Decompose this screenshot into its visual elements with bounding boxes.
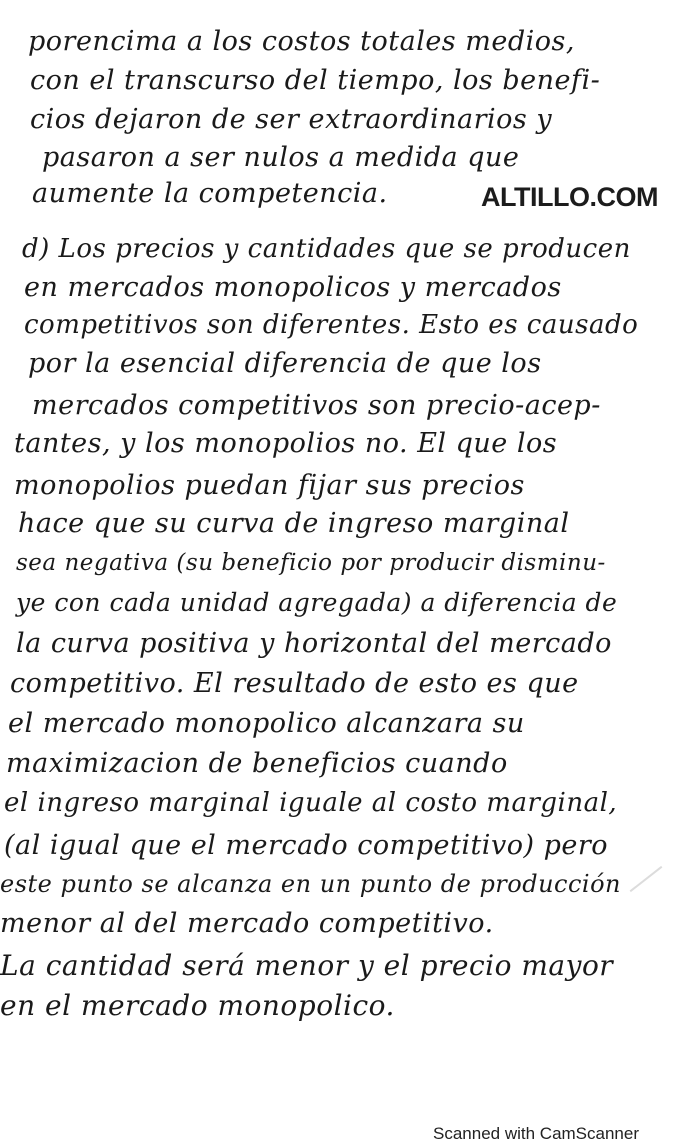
handwritten-line-15: ye con cada unidad agregada) a diferencia de (16, 588, 618, 617)
handwritten-line-7: en mercados monopolicos y mercados (24, 272, 562, 303)
handwritten-line-23: menor al del mercado competitivo. (0, 908, 494, 939)
handwritten-line-17: competitivo. El resultado de esto es que (10, 668, 579, 699)
pencil-stroke-mark (630, 866, 663, 892)
handwritten-line-4: pasaron a ser nulos a medida que (42, 142, 520, 173)
altillo-watermark: ALTILLO.COM (481, 182, 658, 212)
handwritten-line-21: (al igual que el mercado competitivo) pero (4, 830, 608, 861)
handwritten-line-3: cios dejaron de ser extraordinarios y (30, 104, 553, 135)
handwritten-line-12: monopolios puedan fijar sus precios (14, 470, 525, 501)
handwritten-line-14: sea negativa (su beneficio por producir disminu- (16, 550, 606, 576)
handwritten-line-22: este punto se alcanza en un punto de producción (0, 870, 622, 898)
handwritten-line-16: la curva positiva y horizontal del mercado (16, 628, 612, 659)
handwritten-line-25: en el mercado monopolico. (0, 989, 395, 1022)
handwritten-line-18: el mercado monopolico alcanzara su (8, 708, 525, 739)
handwritten-line-1: porencima a los costos totales medios, (28, 26, 575, 57)
handwritten-line-10: mercados competitivos son precio-acep- (32, 390, 601, 421)
handwritten-line-9: por la esencial diferencia de que los (28, 348, 542, 379)
handwritten-line-11: tantes, y los monopolios no. El que los (14, 428, 558, 459)
handwritten-line-13: hace que su curva de ingreso marginal (18, 508, 570, 539)
handwritten-line-19: maximizacion de beneficios cuando (6, 748, 508, 779)
camscanner-footer: Scanned with CamScanner (433, 1124, 640, 1143)
handwritten-line-6: d) Los precios y cantidades que se producen (22, 234, 631, 264)
handwritten-line-2: con el transcurso del tiempo, los benefi- (30, 65, 601, 96)
handwritten-line-20: el ingreso marginal iguale al costo marginal, (4, 788, 618, 818)
handwritten-line-24: La cantidad será menor y el precio mayor (0, 949, 614, 982)
handwritten-line-8: competitivos son diferentes. Esto es causado (24, 310, 639, 340)
handwritten-line-5: aumente la competencia. (32, 178, 388, 209)
